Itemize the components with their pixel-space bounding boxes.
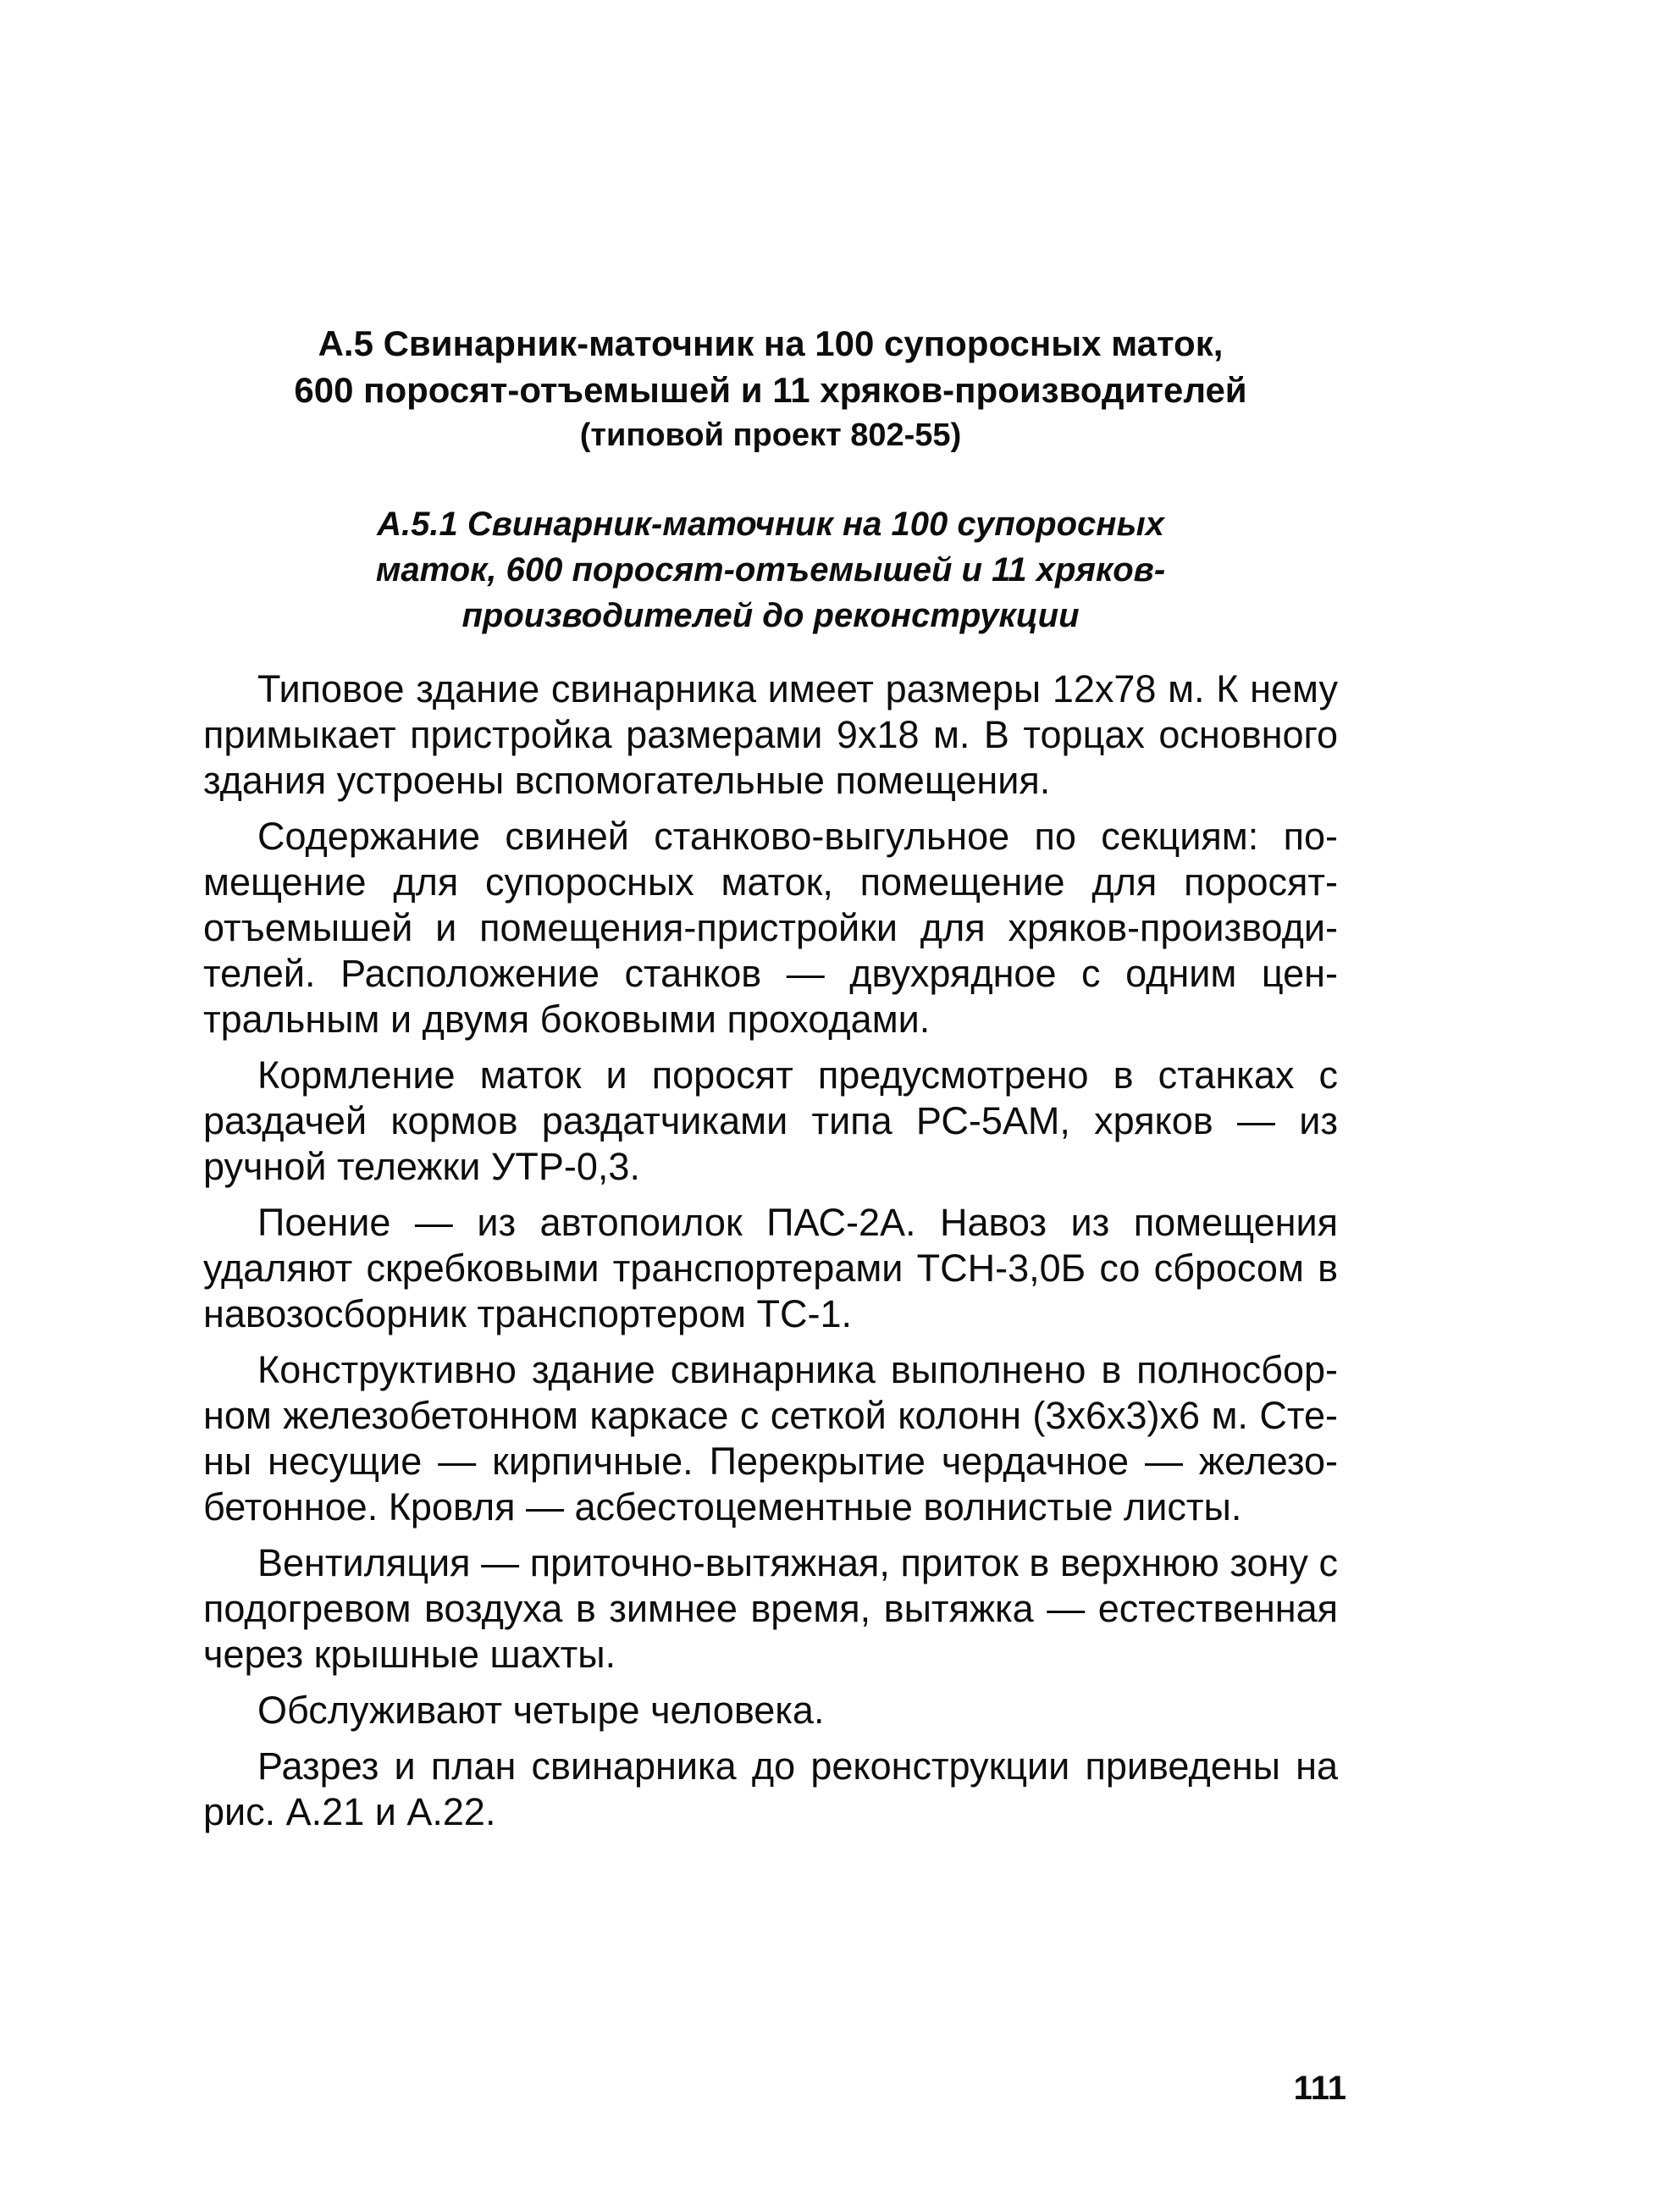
section-heading-line-2: 600 поросят-отъемышей и 11 хряков-производителей bbox=[294, 370, 1247, 410]
subsection-heading-line-3: производителей до реконструкции bbox=[461, 597, 1080, 634]
subsection-heading bbox=[203, 501, 1338, 638]
section-heading-line-1: А.5 Свинарник-маточник на 100 супоросных маток, bbox=[318, 323, 1224, 363]
body-text bbox=[203, 666, 1338, 1845]
page-number: 111 bbox=[1293, 2070, 1346, 2107]
paragraph-building-size: Типовое здание свинарника имеет размеры 12x78 м. К нему примыкает пристройка размерами 9x18 м. В торцах основного здания устроены вспомогательные помещения. bbox=[203, 667, 1338, 802]
paragraph-watering-manure: Поение — из автопоилок ПАС-2А. Навоз из помещения удаляют скребковыми транспортерами ТСН-3,0Б со сбросом в навозосборник транспортером ТС-1. bbox=[203, 1201, 1338, 1335]
paragraph-staff: Обслуживают четыре человека. bbox=[257, 1689, 825, 1732]
section-heading bbox=[203, 320, 1338, 457]
paragraph-feeding: Кормление маток и поросят предусмотрено в станках с раздачей кормов раздатчиками типа РС-5АМ, хряков — из ручной тележки УТР-0,3. bbox=[203, 1053, 1338, 1188]
paragraph-construction: Конструктивно здание свинарника выполнено в полносборном железобетонном каркасе с сеткой колонн (3x6x3)x6 м. Стены несущие — кирпичные. Перекрытие чердачное — железобетонное. Кровля — асбестоцементные волнистые листы. bbox=[203, 1348, 1338, 1528]
paragraph-ventilation: Вентиляция — приточно-вытяжная, приток в верхнюю зону с подогревом воздуха в зимнее время, вытяжка — естественная через крышные шахты. bbox=[203, 1541, 1338, 1676]
subsection-heading-line-1: А.5.1 Свинарник-маточник на 100 супоросных bbox=[377, 506, 1164, 543]
subsection-heading-line-2: маток, 600 поросят-отъемышей и 11 хряков- bbox=[375, 551, 1166, 589]
paragraph-figures-reference: Разрез и план свинарника до реконструкции приведены на рис. А.21 и А.22. bbox=[203, 1744, 1338, 1833]
paragraph-keeping: Содержание свиней станково-выгульное по секциям: помещение для супоросных маток, помещение для поросят-отъемышей и помещения-пристройки для хряков-производителей. Расположение станков — двухрядное с одним центральным и двумя боковыми проходами. bbox=[203, 815, 1338, 1041]
section-heading-project: (типовой проект 802-55) bbox=[579, 417, 962, 453]
